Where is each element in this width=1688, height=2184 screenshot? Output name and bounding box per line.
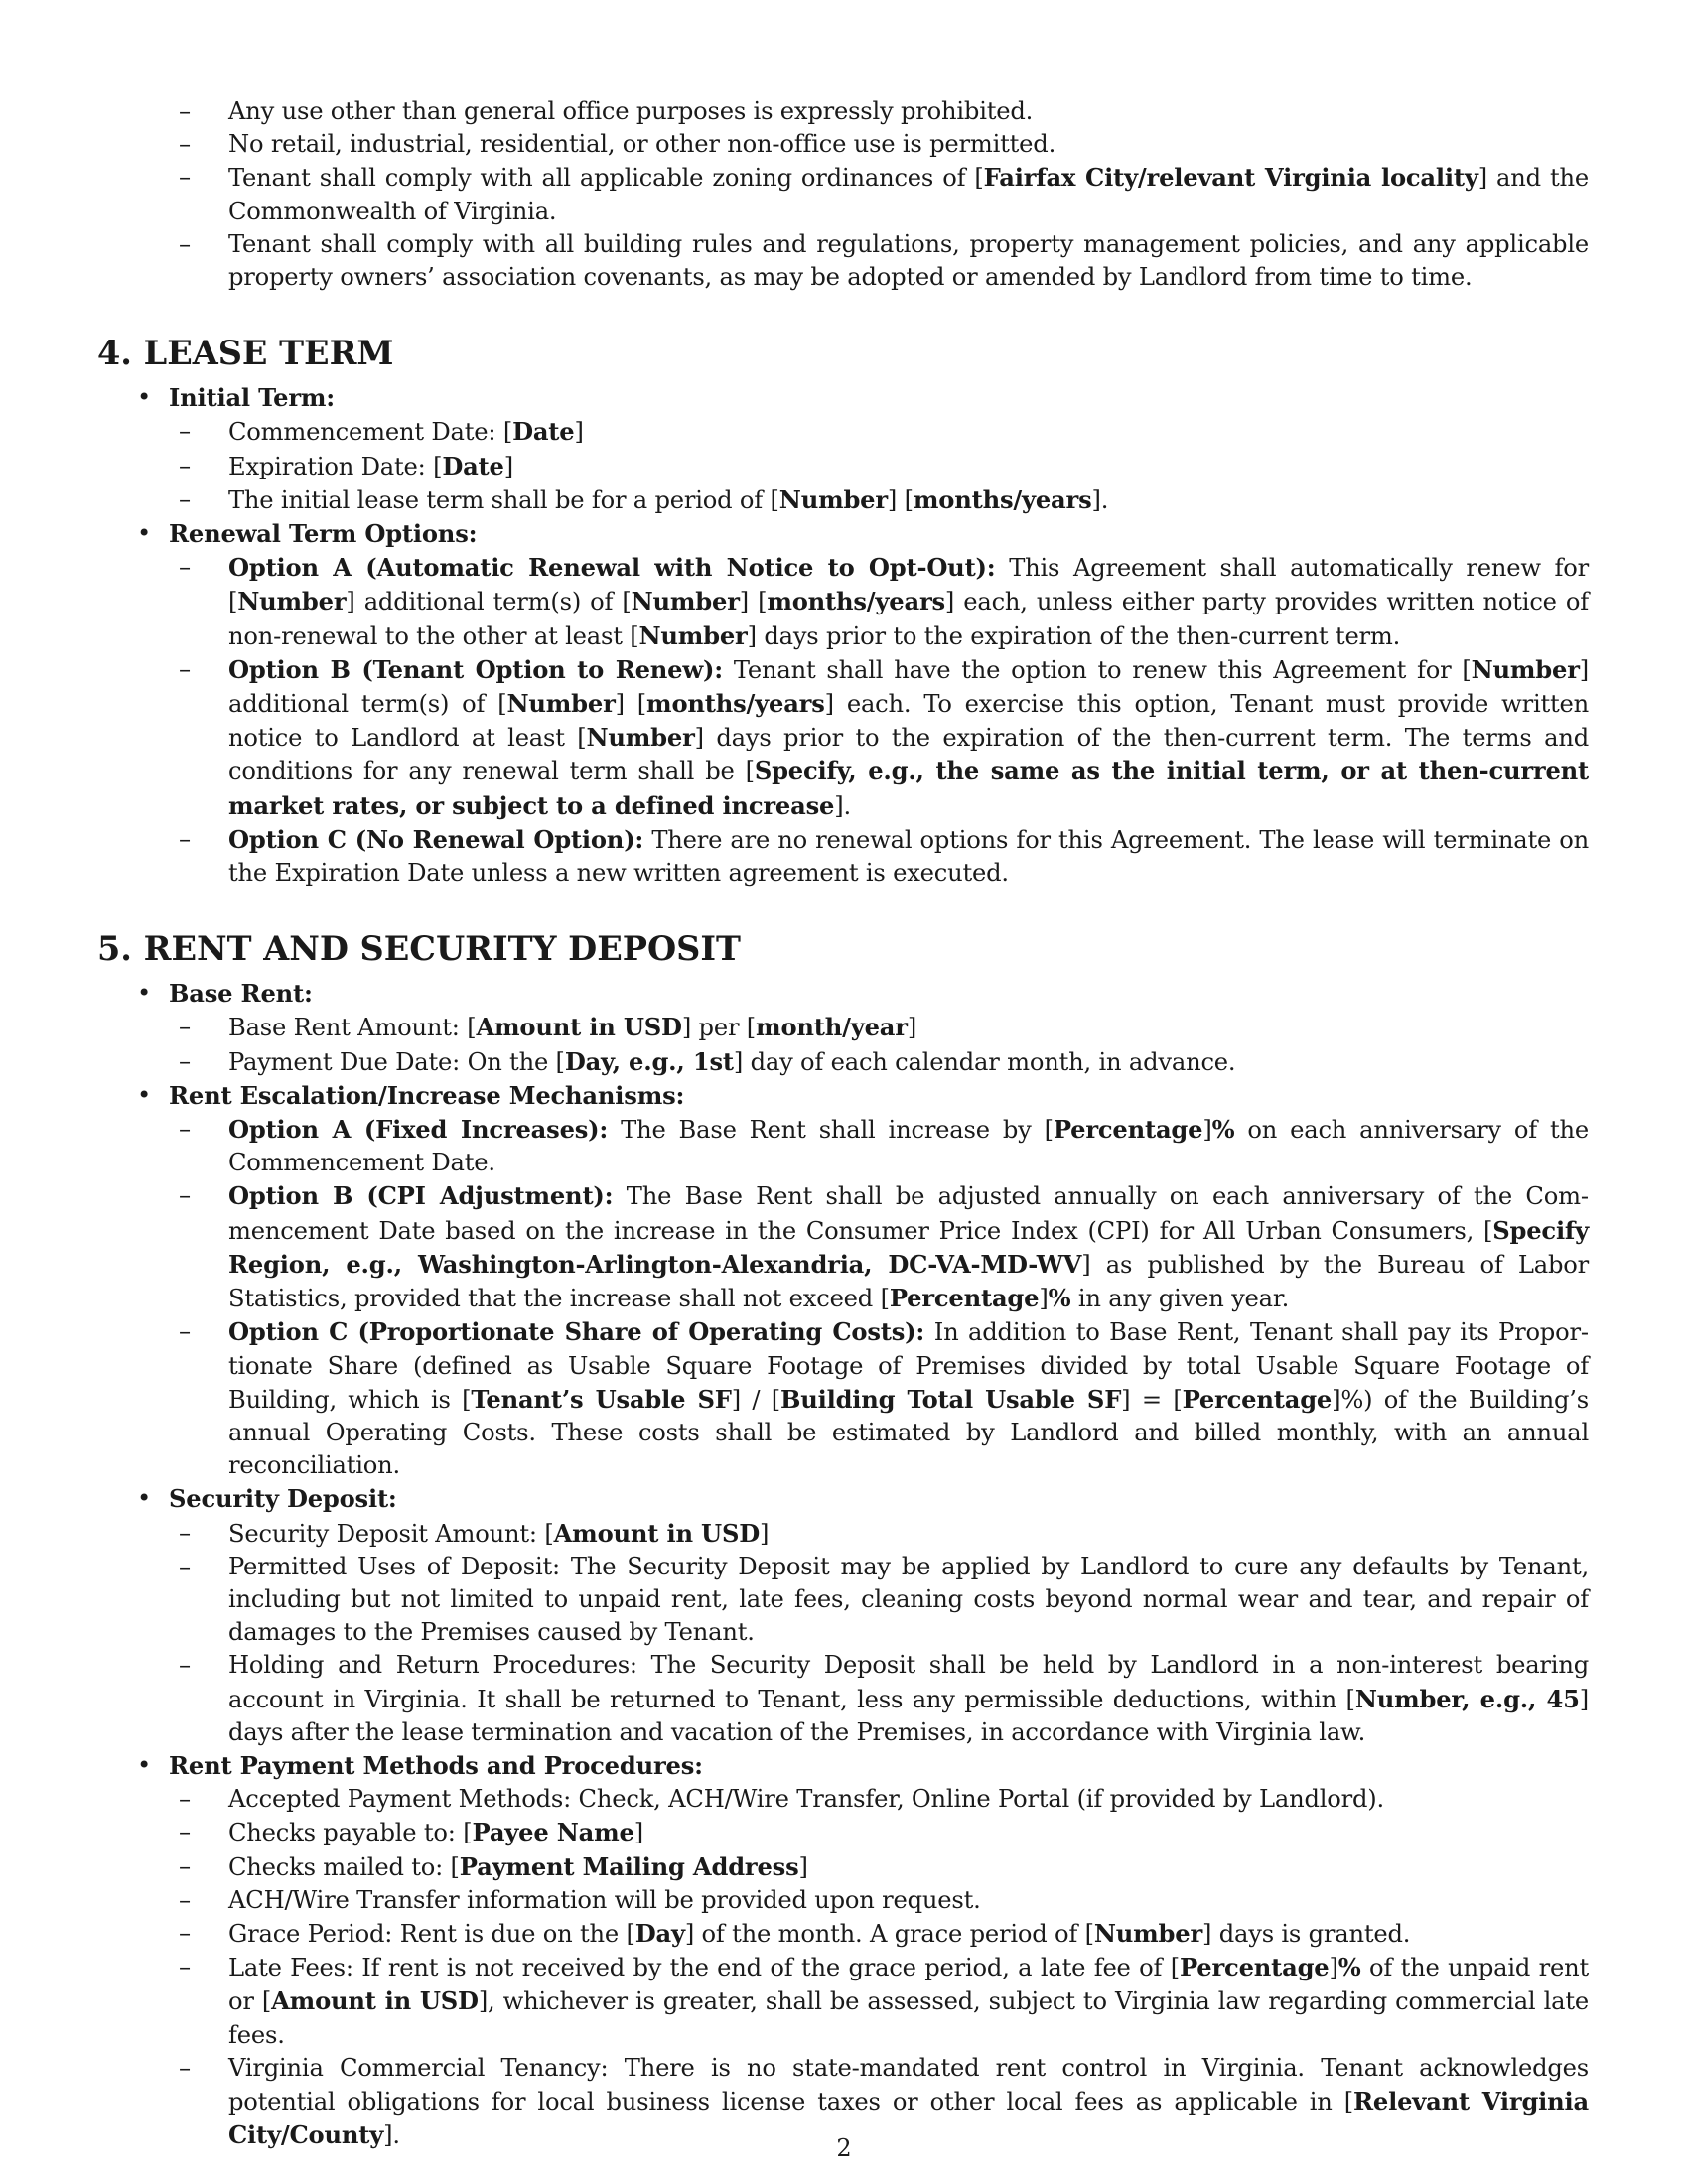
sub-list-item (169, 1517, 1589, 1551)
sub-list (169, 1011, 1589, 1078)
text-run: ] additional term(s) of [ (228, 655, 1589, 719)
text-run: ] per [ (681, 1014, 757, 1042)
sub-list-item (169, 450, 1589, 483)
sub-list-item (169, 1816, 1589, 1849)
sub-list-item (169, 1113, 1589, 1179)
placeholder-field: Percentage (889, 1284, 1040, 1313)
text-run: ] (1329, 1954, 1338, 1982)
text-run: ] (574, 418, 584, 447)
text-run: ] (1039, 1285, 1049, 1313)
placeholder-field: Number (638, 620, 748, 650)
text-run: ], whichever is greater, shall be assessed, subject to Virginia law regarding commercial late fees. (228, 1987, 1589, 2049)
text-run: Late Fees: If rent is not received by the end of the grace period, a late fee of [ (228, 1954, 1180, 1982)
placeholder-field: Date (442, 451, 504, 480)
text-run: Expiration Date: [ (228, 452, 443, 480)
sub-list-item (169, 415, 1589, 449)
sub-list-item (169, 1783, 1589, 1816)
text-run: Checks payable to: [ (228, 1819, 473, 1847)
text-run: Base Rent Amount: [ (228, 1014, 477, 1042)
section-list (97, 977, 1589, 2152)
placeholder-field: Day, e.g., 1st (564, 1046, 734, 1076)
intro-list-item (169, 128, 1589, 161)
text-run: ] [ (887, 485, 914, 514)
sub-list-item (169, 483, 1589, 517)
intro-list (169, 95, 1589, 294)
text-run: ACH/Wire Transfer information will be provided upon request. (228, 1885, 981, 1914)
intro-list-item (169, 161, 1589, 227)
section-heading: 4. LEASE TERM (97, 334, 394, 373)
text-run: ] additional term(s) of [ (346, 588, 632, 616)
text-run: ] / [ (731, 1385, 780, 1414)
text-run: ] days after the lease termination and vacation of the Premises, in accordance with Virginia law. (228, 1685, 1589, 1746)
text-run: ]. (834, 791, 851, 820)
text-run: Permitted Uses of Deposit: The Security Deposit may be applied by Landlord to cure any defaults by Tenant, including but not limited to unpaid rent, late fees, cleaning costs beyond normal wear and tear, and repair of damages to the Premises caused by Tenant. (228, 1552, 1589, 1647)
section-item (97, 1749, 1589, 2152)
placeholder-field: Option B (CPI Adjustment): (228, 1181, 614, 1211)
text-run: This Agreement shall automatically renew for [ (228, 554, 1589, 616)
sub-list-item (169, 823, 1589, 889)
placeholder-field: Percentage (1053, 1115, 1203, 1145)
placeholder-field: Option C (No Renewal Option): (228, 824, 644, 854)
placeholder-field: Date (512, 417, 575, 447)
section-item-label: Rent Escalation/Increase Mechanisms: (169, 1080, 685, 1110)
section-item-label: Security Deposit: (169, 1484, 397, 1514)
text-run: Checks mailed to: [ (228, 1852, 460, 1881)
sub-list-item (169, 1917, 1589, 1951)
document-page (97, 95, 1589, 2152)
intro-list-item (169, 95, 1589, 128)
text-run: Holding and Return Procedures: The Security Deposit shall be held by Landlord in a non-interest bearing account in Virginia. It shall be returned to Tenant, less any permissible deductions, within [ (228, 1651, 1589, 1713)
sub-list (169, 551, 1589, 889)
text-run: ] days prior to the expiration of the then-current term. (747, 621, 1401, 650)
section-item-label: Initial Term: (169, 383, 336, 413)
placeholder-field: Amount in USD (553, 1518, 760, 1548)
placeholder-field: Day (634, 1918, 685, 1948)
placeholder-field: months/years (646, 689, 825, 719)
placeholder-field: Percentage (1179, 1953, 1330, 1982)
text-run: No retail, industrial, residential, or other non-office use is permitted. (228, 130, 1056, 159)
sub-list-item (169, 1011, 1589, 1044)
sub-list-item (169, 1850, 1589, 1884)
text-run: ] (633, 1819, 643, 1847)
sub-list-item (169, 1951, 1589, 2052)
text-run: ]. (1091, 485, 1109, 514)
placeholder-field: months/years (913, 484, 1092, 514)
text-run: of the unpaid rent or [ (228, 1954, 1589, 2016)
placeholder-field: Number (1471, 654, 1580, 684)
text-run: ] and the Commonwealth of Virginia. (228, 164, 1590, 225)
placeholder-field: Option B (Tenant Option to Renew): (228, 654, 723, 684)
sub-list (169, 1783, 1589, 2152)
placeholder-field: Number (506, 689, 616, 719)
placeholder-field: Specify Region, e.g., Washington-Arlington-Alexandria, DC-VA-MD-WV (228, 1215, 1589, 1279)
placeholder-field: Option A (Fixed Increases): (228, 1115, 609, 1145)
text-run: Tenant shall comply with all applicable zoning ordinances of [ (228, 164, 984, 193)
text-run: Accepted Payment Methods: Check, ACH/Wire Transfer, Online Portal (if provided by Landlord). (228, 1785, 1385, 1814)
text-run: Tenant shall have the option to renew this Agreement for [ (722, 655, 1472, 684)
placeholder-field: Relevant Virginia City/County (228, 2086, 1589, 2150)
placeholder-field: % (1337, 1953, 1361, 1982)
text-run: ] (760, 1519, 770, 1548)
sections-container (97, 335, 1589, 2152)
text-run: ]%) of the Building’s annual Operating Costs. These costs shall be estimated by Landlord and billed monthly, with an annual reconciliation. (228, 1385, 1589, 1480)
text-run: The initial lease term shall be for a period of [ (228, 485, 779, 514)
text-run: There are no renewal options for this Agreement. The lease will terminate on the Expiration Date unless a new written agreement is executed. (228, 825, 1589, 887)
text-run: in any given year. (1070, 1285, 1290, 1313)
placeholder-field: Option A (Automatic Renewal with Notice to Opt-Out): (228, 553, 996, 583)
sub-list-item (169, 1179, 1589, 1315)
text-run: on each anniversary of the Commencement Date. (228, 1116, 1589, 1177)
section-item (97, 977, 1589, 1079)
text-run: Payment Due Date: On the [ (228, 1047, 565, 1076)
sub-list-item (169, 1884, 1589, 1917)
text-run: ] days prior to the expiration of the then-current term. The terms and conditions for any renewal term shall be [ (228, 724, 1589, 786)
placeholder-field: Amount in USD (271, 1986, 479, 2016)
sub-list-item (169, 1551, 1589, 1650)
text-run: ] as published by the Bureau of Labor Statistics, provided that the increase shall not exceed [ (228, 1250, 1589, 1313)
text-run: ] (503, 452, 513, 480)
text-run: ] [ (615, 690, 647, 719)
text-run: ]. (383, 2121, 400, 2150)
placeholder-field: months/years (767, 587, 945, 616)
placeholder-field: Specify, e.g., the same as the initial term, or at then-current market rates, or subject to a defined increase (228, 756, 1589, 820)
page-number: 2 (836, 2134, 852, 2162)
text-run: In addition to Base Rent, Tenant shall pay its Proportionate Share (defined as Usable Square Footage of Premises divided by total Usable Square Footage of Building, which is [ (228, 1318, 1590, 1414)
text-run: Grace Period: Rent is due on the [ (228, 1919, 635, 1948)
placeholder-field: Payee Name (472, 1818, 634, 1847)
text-run: ] each. To exercise this option, Tenant must provide written notice to Landlord at least [ (228, 690, 1590, 752)
placeholder-field: Amount in USD (476, 1013, 682, 1042)
text-run: Security Deposit Amount: [ (228, 1519, 554, 1548)
sub-list (169, 415, 1589, 517)
text-run: ] days is granted. (1202, 1919, 1411, 1948)
placeholder-field: Number (237, 587, 347, 616)
section-item-label: Renewal Term Options: (169, 519, 478, 549)
text-run: ] [ (739, 588, 768, 616)
text-run: ] day of each calendar month, in advance. (733, 1047, 1236, 1076)
placeholder-field: Fairfax City/relevant Virginia locality (983, 163, 1478, 193)
text-run: The Base Rent shall be adjusted annually on each anniversary of the Commencement Date based on the increase in the Consumer Price Index (CPI) for All Urban Consumers, [ (228, 1182, 1589, 1245)
section-item (97, 1079, 1589, 1482)
text-run: Tenant shall comply with all building rules and regulations, property management policies, and any applicable property owners’ association covenants, as may be adopted or amended by Landlord from time to time. (228, 229, 1589, 292)
text-run: ] of the month. A grace period of [ (684, 1919, 1094, 1948)
sub-list (169, 1113, 1589, 1482)
placeholder-field: month/year (756, 1013, 908, 1042)
placeholder-field: Building Total Usable SF (779, 1384, 1122, 1414)
section-heading: 5. RENT AND SECURITY DEPOSIT (97, 929, 741, 969)
text-run: Any use other than general office purposes is expressly prohibited. (228, 97, 1034, 125)
placeholder-field: % (1211, 1115, 1235, 1145)
placeholder-field: Payment Mailing Address (459, 1851, 799, 1881)
placeholder-field: Option C (Proportionate Share of Operating Costs): (228, 1317, 925, 1347)
placeholder-field: Tenant’s Usable SF (471, 1384, 732, 1414)
section-item (97, 381, 1589, 517)
sub-list-item (169, 551, 1589, 653)
placeholder-field: Number (631, 587, 740, 616)
section-list (97, 381, 1589, 889)
placeholder-field: Number (1093, 1918, 1202, 1948)
sub-list (169, 1517, 1589, 1749)
text-run: Commencement Date: [ (228, 418, 513, 447)
intro-list-item (169, 228, 1589, 294)
sub-list-item (169, 653, 1589, 823)
placeholder-field: Percentage (1182, 1384, 1333, 1414)
sub-list-item (169, 1045, 1589, 1079)
section-item-label: Rent Payment Methods and Procedures: (169, 1750, 703, 1780)
section-item (97, 1482, 1589, 1749)
text-run: Virginia Commercial Tenancy: There is no state-mandated rent control in Virginia. Tenant acknowledges potential obligations for local business license taxes or other local fees as applicable in [ (228, 2053, 1589, 2116)
text-run: ] (907, 1014, 917, 1042)
text-run: ] (1202, 1116, 1212, 1145)
text-run: The Base Rent shall increase by [ (608, 1116, 1054, 1145)
text-run: ] each, unless either party provides written notice of non-renewal to the other at least [ (228, 588, 1589, 650)
sub-list-item (169, 1315, 1589, 1482)
sub-list-item (169, 1649, 1589, 1749)
text-run: ] = [ (1121, 1385, 1183, 1414)
text-run: ] (798, 1852, 808, 1881)
placeholder-field: Number, e.g., 45 (1354, 1684, 1580, 1713)
placeholder-field: Number (586, 723, 695, 752)
placeholder-field: % (1048, 1284, 1071, 1313)
placeholder-field: Number (778, 484, 888, 514)
section-item (97, 517, 1589, 889)
section-item-label: Base Rent: (169, 979, 313, 1009)
